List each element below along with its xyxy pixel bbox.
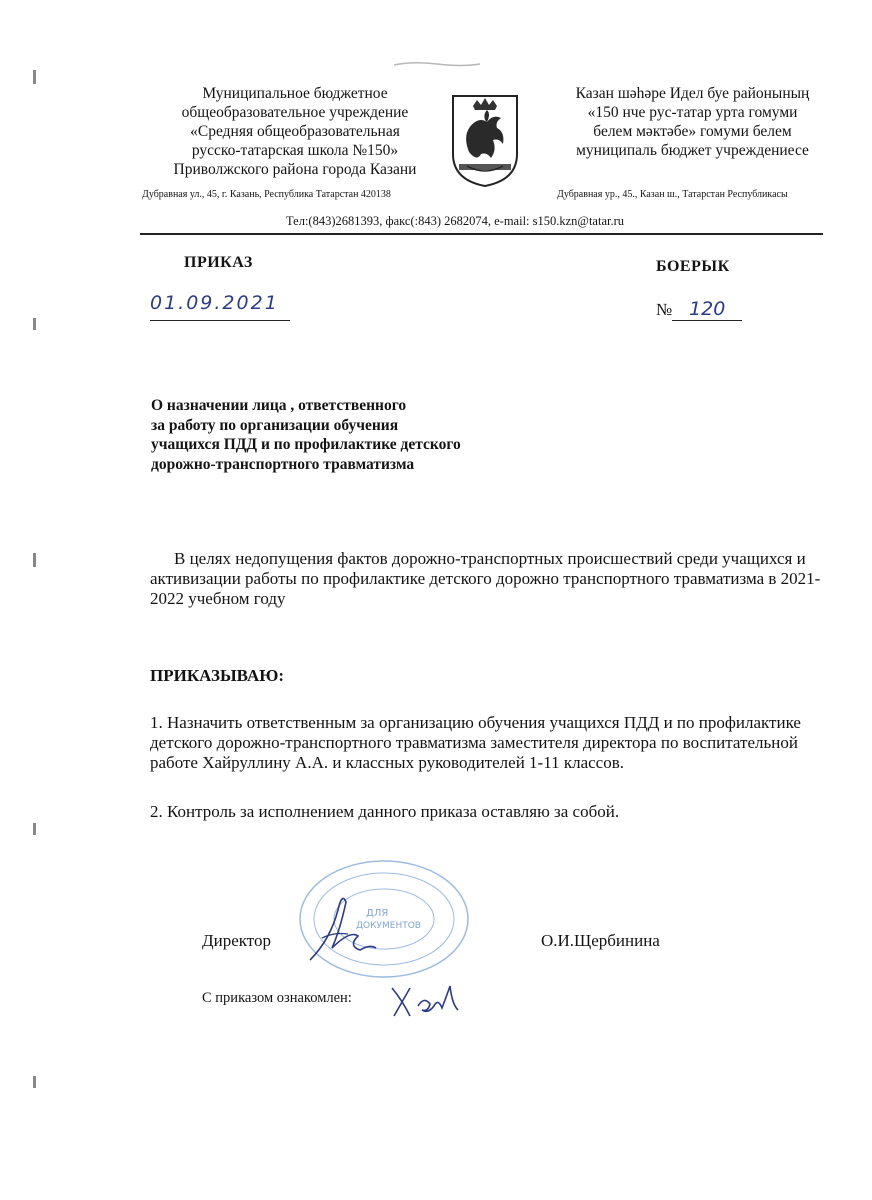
kazan-coat-of-arms-icon <box>447 92 523 188</box>
header-divider <box>140 233 823 235</box>
doc-kind-tt: БОЕРЫК <box>656 258 730 275</box>
org-line: Казан шәһәре Идел буе районының <box>575 85 810 102</box>
scan-mark <box>33 553 36 567</box>
org-line: «Средняя общеобразовательная <box>190 123 400 140</box>
scan-mark <box>33 70 36 84</box>
address-tt: Дубравная ур., 45., Казан ш., Татарстан Республикасы <box>557 189 788 200</box>
org-line: общеобразовательное учреждение <box>181 104 409 121</box>
org-line: муниципаль бюджет учреждениесе <box>576 142 809 159</box>
order-title: О назначении лица , ответственного за работу по организации обучения учащихся ПДД и по профилактике детского дорожно-транспортного травматизма <box>151 397 461 473</box>
stamp-text: ДОКУМЕНТОВ <box>356 921 421 931</box>
org-line: Приволжского района города Казани <box>173 161 417 178</box>
director-title: Директор <box>202 931 271 950</box>
scan-mark <box>33 823 36 835</box>
stamp-text: ДЛЯ <box>366 908 389 919</box>
org-line: «150 нче рус-татар урта гомуми <box>587 104 798 121</box>
order-preamble: В целях недопущения фактов дорожно-транспортных происшествий среди учащихся и активизации работы по профилактике детского дорожно транспортного травматизма в 2021-2022 учебном году <box>150 549 821 608</box>
scan-mark <box>33 1076 36 1088</box>
org-line: белем мәктәбе» гомуми белем <box>593 123 792 140</box>
director-signature <box>300 880 380 970</box>
order-number <box>656 298 742 321</box>
contacts: Тел:(843)2681393, факс(:843) 2682074, e-mail: s150.kzn@tatar.ru <box>286 214 625 228</box>
order-item: 2. Контроль за исполнением данного приказа оставляю за собой. <box>150 802 620 821</box>
scan-smudge <box>392 60 482 68</box>
org-name-ru <box>150 84 440 179</box>
acknowledged-label: С приказом ознакомлен: <box>202 990 352 1006</box>
order-date: 01.09.2021 <box>150 292 290 321</box>
order-word: ПРИКАЗЫВАЮ: <box>150 666 285 685</box>
number-value: 120 <box>672 298 742 321</box>
acknowledgement-signature <box>388 980 468 1024</box>
order-item: 1. Назначить ответственным за организацию обучения учащихся ПДД и по профилактике детского дорожно-транспортного травматизма заместителя директора по воспитательной работе Хайруллину А.А. и классных руководителей 1-11 классов. <box>150 713 801 772</box>
org-name-tt <box>550 84 835 160</box>
scan-mark <box>33 318 36 330</box>
org-line: Муниципальное бюджетное <box>202 85 388 102</box>
doc-kind-ru: ПРИКАЗ <box>184 254 253 271</box>
director-name: О.И.Щербинина <box>541 931 660 950</box>
address-ru: Дубравная ул., 45, г. Казань, Республика Татарстан 420138 <box>142 189 391 200</box>
number-label: № <box>656 300 673 319</box>
org-line: русско-татарская школа №150» <box>191 142 399 159</box>
